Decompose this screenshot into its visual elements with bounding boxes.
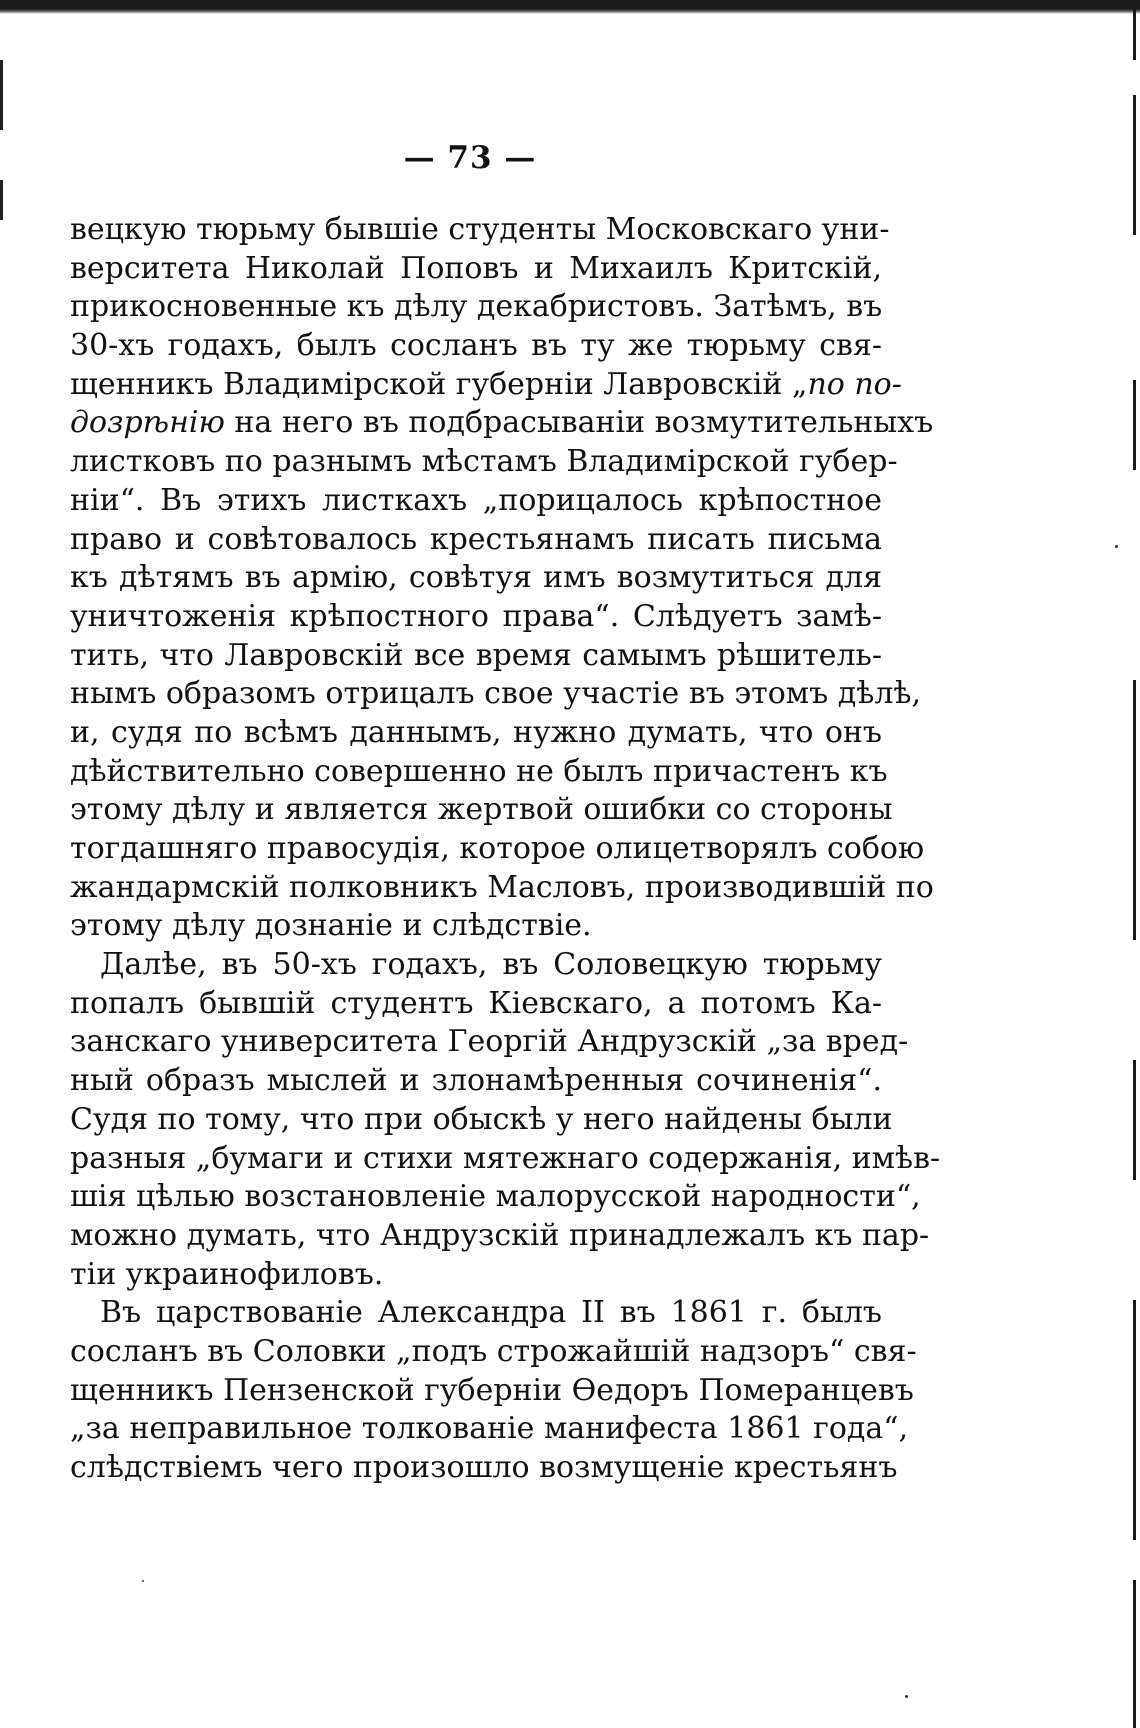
paragraph-start-line: Далѣе, въ 50-хъ годахъ, въ Соловецкую тюрьму: [100, 947, 882, 983]
text-line: „за неправильное толкованіе манифеста 1861 года“,: [70, 1411, 909, 1447]
text-line: занскаго университета Георгій Андрузскій „за вред-: [70, 1024, 909, 1060]
text-line: листковъ по разнымъ мѣстамъ Владимірской губер-: [70, 444, 898, 480]
text-line: тить, что Лавровскій все время самымъ рѣшитель-: [70, 637, 882, 673]
text-line: дозрѣнію на него въ подбрасываніи возмутительныхъ: [70, 405, 934, 441]
text-line: щенникъ Пензенской губерніи Ѳедоръ Померанцевъ: [70, 1372, 914, 1408]
text-line: верситета Николай Поповъ и Михаилъ Критскій,: [70, 250, 882, 286]
scan-right-edge: [1126, 0, 1140, 1728]
scan-speck: [1115, 545, 1118, 548]
text-line: и, судя по всѣмъ даннымъ, нужно думать, что онъ: [70, 714, 882, 750]
text-line: 30-хъ годахъ, былъ сосланъ въ ту же тюрьму свя-: [70, 328, 882, 364]
text-line: Судя по тому, что при обыскѣ у него найдены были: [70, 1101, 893, 1137]
scan-speck: [905, 1695, 908, 1698]
text-line: слѣдствіемъ чего произошло возмущеніе крестьянъ: [70, 1450, 898, 1485]
text-line: жандармскій полковникъ Масловъ, производившій по: [70, 869, 934, 905]
text-line: нымъ образомъ отрицалъ свое участіе въ этомъ дѣлѣ,: [70, 676, 922, 712]
text-line: уничтоженія крѣпостного права“. Слѣдуетъ замѣ-: [70, 598, 882, 634]
text-line: щенникъ Владимірской губерніи Лавровскій „по по-: [70, 366, 902, 402]
paragraph-start-line: Въ царствованіе Александра II въ 1861 г. былъ: [100, 1295, 882, 1331]
text-line: тогдашняго правосудія, которое олицетворялъ собою: [70, 831, 925, 866]
text-line: этому дѣлу и является жертвой ошибки со стороны: [70, 792, 893, 828]
scan-top-border: [0, 0, 1140, 14]
text-line: дѣйствительно совершенно не былъ причастенъ къ: [70, 753, 888, 789]
text-line: вецкую тюрьму бывшіе студенты Московскаго уни-: [70, 212, 890, 247]
text-line: къ дѣтямъ въ армію, совѣтуя имъ возмутиться для: [70, 560, 882, 596]
text-line: сосланъ въ Соловки „подъ строжайшій надзоръ“ свя-: [70, 1333, 917, 1369]
text-line: шія цѣлью возстановленіе малорусской народности“,: [70, 1179, 921, 1215]
body-text: [70, 211, 941, 1488]
scan-left-edge: [0, 0, 6, 1728]
text-line: ніи“. Въ этихъ листкахъ „порицалось крѣпостное: [70, 482, 882, 518]
page-number: — 73 —: [403, 140, 537, 176]
text-line: право и совѣтовалось крестьянамъ писать письма: [70, 521, 882, 557]
italic-phrase: по по-: [807, 366, 902, 402]
text-line: прикосновенные къ дѣлу декабристовъ. Затѣмъ, въ: [70, 289, 883, 325]
text-line: можно думать, что Андрузскій принадлежалъ къ пар-: [70, 1217, 930, 1253]
text-line: этому дѣлу дознаніе и слѣдствіе.: [70, 908, 592, 944]
text-line: попалъ бывшій студентъ Кіевскаго, а потомъ Ка-: [70, 985, 882, 1021]
text-line: разныя „бумаги и стихи мятежнаго содержанія, имѣв-: [70, 1140, 941, 1176]
italic-phrase: дозрѣнію: [70, 405, 225, 441]
text-line: тіи украинофиловъ.: [70, 1256, 384, 1292]
scan-speck: [142, 1580, 144, 1582]
text-line: ный образъ мыслей и злонамѣренныя сочиненія“.: [70, 1063, 882, 1099]
